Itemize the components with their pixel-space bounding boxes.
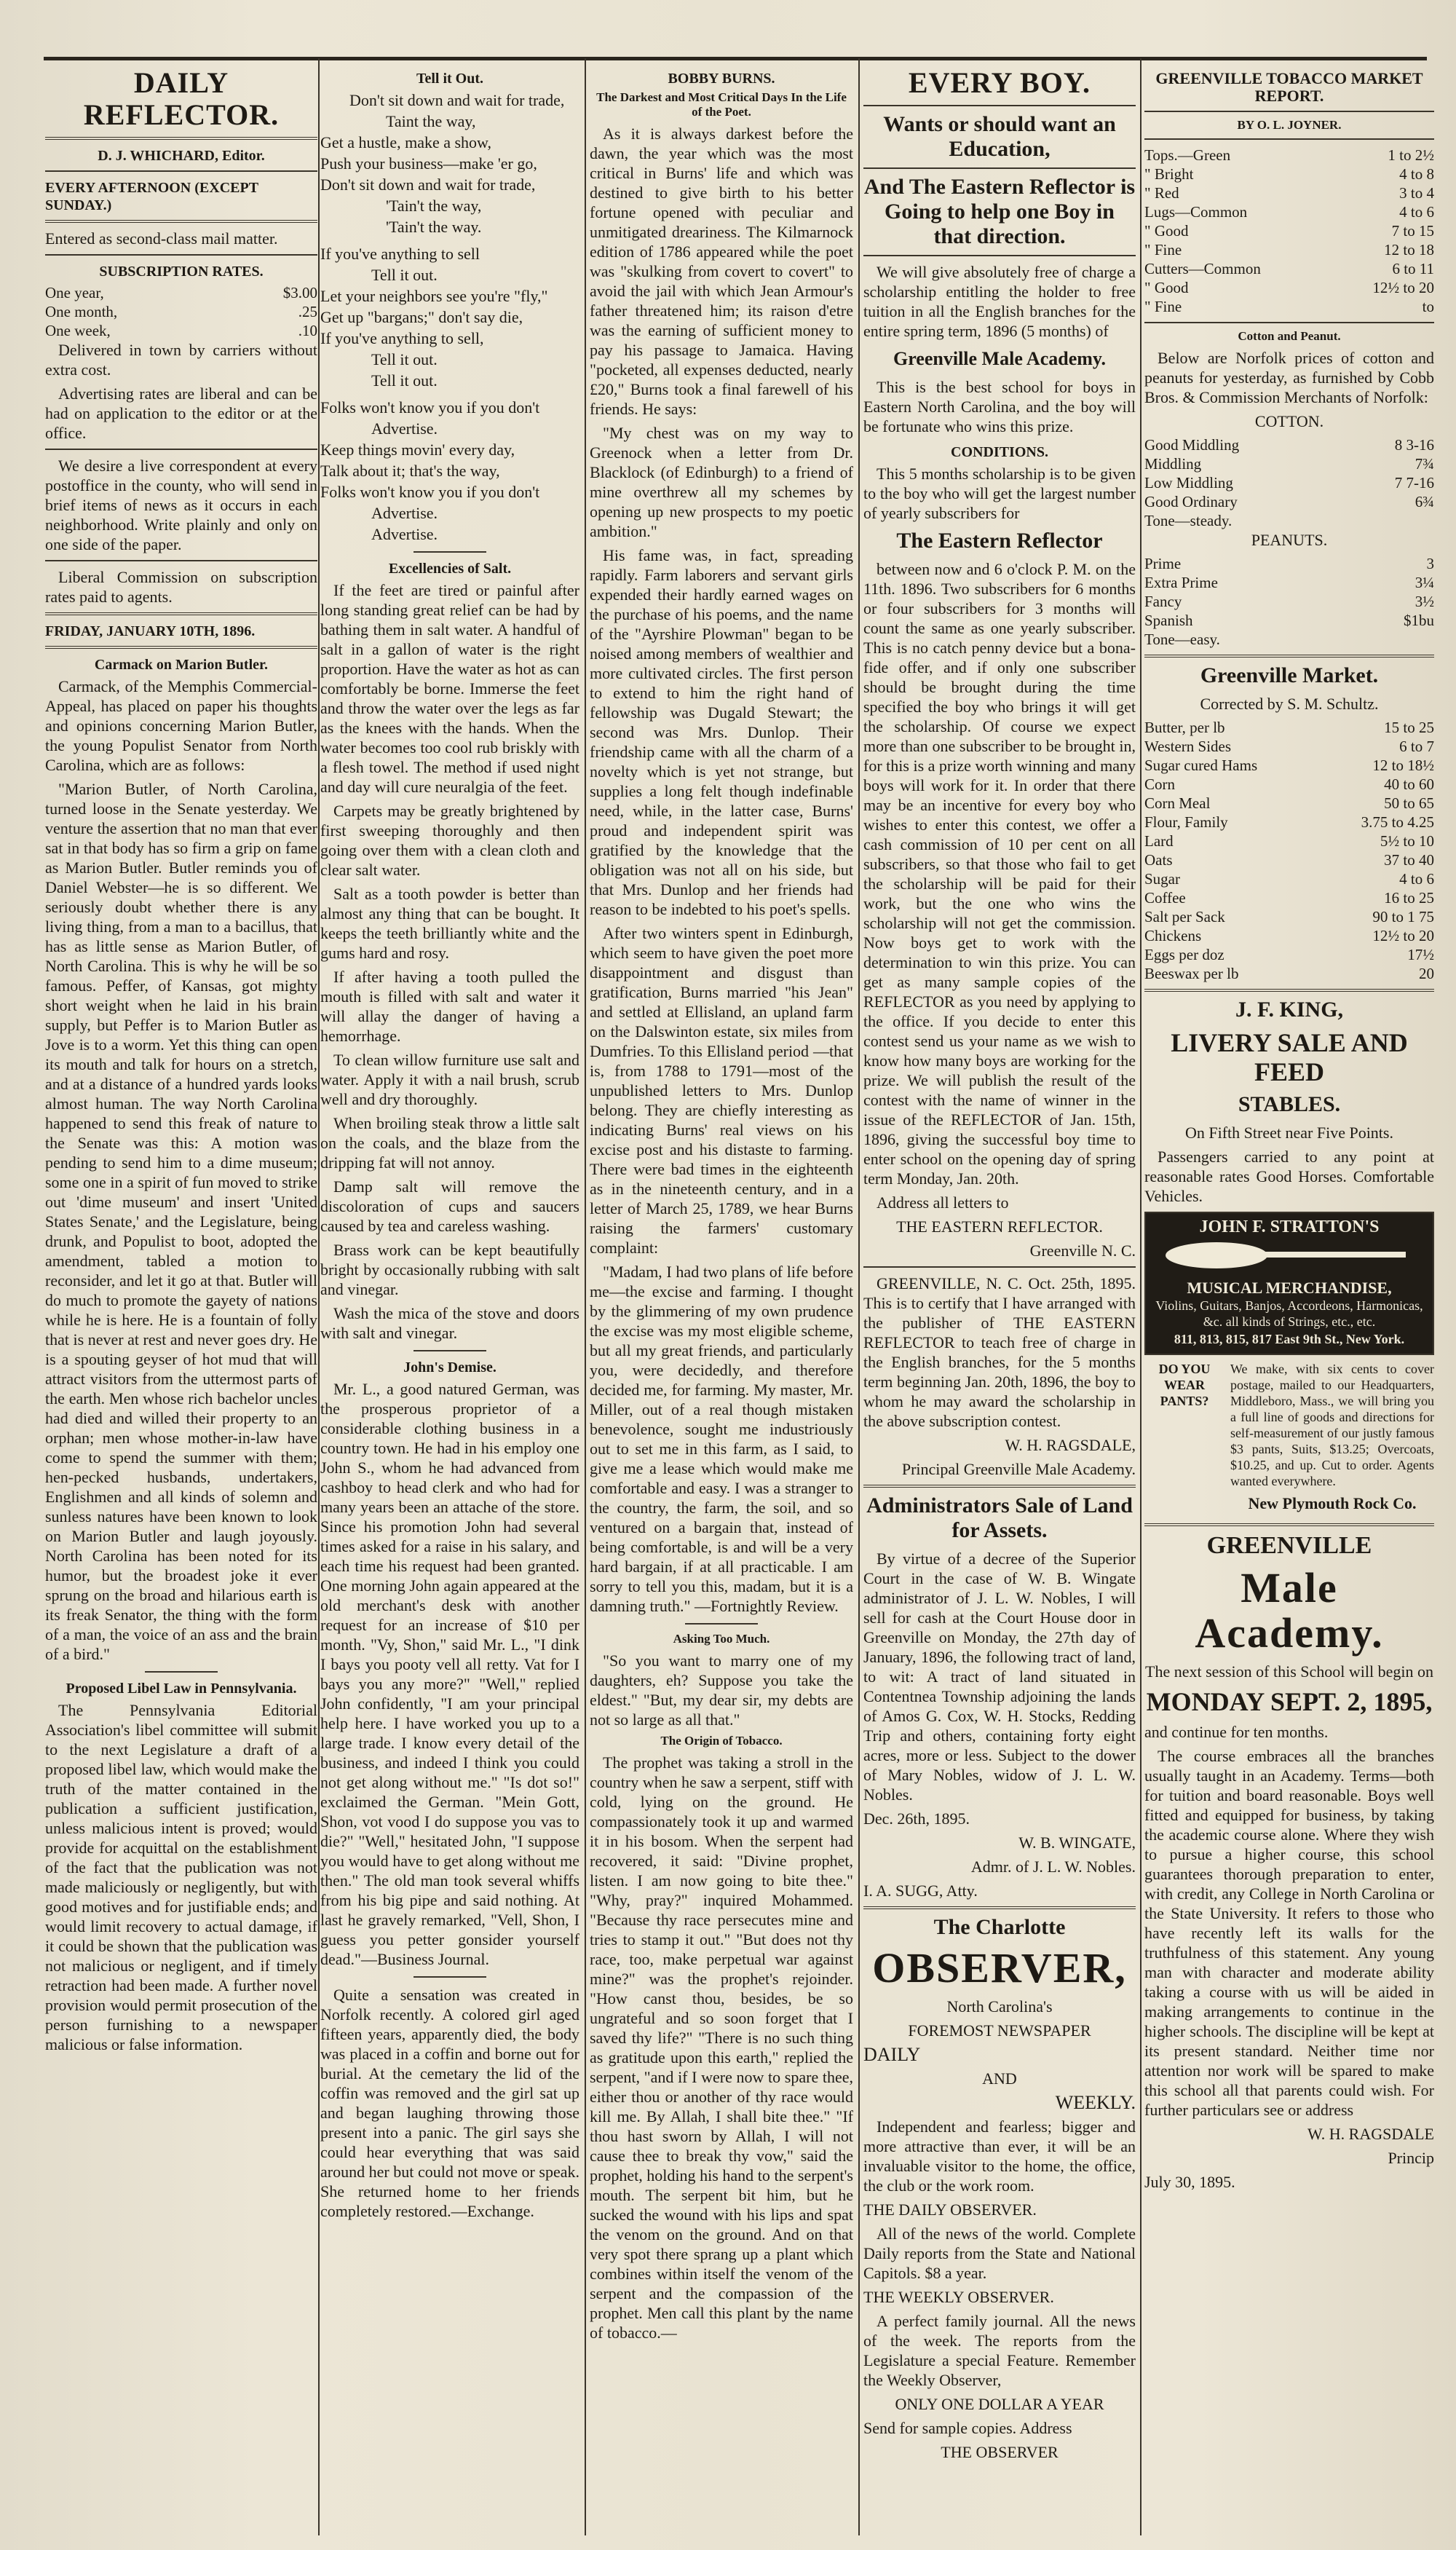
price-row: Tone—steady.	[1144, 512, 1233, 529]
cotton-note: Below are Norfolk prices of cotton and peanuts for yesterday, as furnished by Cobb Bros. & Commission Merchants of Norfolk:	[1144, 349, 1434, 406]
price-row: Butter, per lb 15 to 25	[1144, 719, 1434, 736]
masthead: DAILY REFLECTOR.	[83, 66, 280, 131]
article-paragraph: When broiling steak throw a little salt on the coals, and the blaze from the dripping fat will not annoy.	[320, 1114, 579, 1172]
article-paragraph: Carmack, of the Memphis Commercial-Appeal, has placed on paper his thoughts and opinions concerning Marion Butler, the young Populist Senator from North Carolina, which are as follows:	[45, 677, 317, 774]
column-rule	[318, 58, 320, 2535]
ad-headline: Wants or should want an Education,	[883, 112, 1116, 161]
price-row: Good Middling 8 3-16	[1144, 436, 1434, 454]
price-row: " Red 3 to 4	[1144, 184, 1434, 202]
pants-ad: DO YOU WEAR PANTS? We make, with six cents to cover postage, mailed to our Headquarters, Middleboro, Mass., we will bring you a full line of goods and directions for self-measurement of our justly famous $3 pants, Suits, $13.25; Overcoats, $10.25, and up. Cut to order. Agents wanted everywhere. New Plymouth Rock Co.	[1144, 1361, 1434, 1517]
poem: Don't sit down and wait for trade, Taint the way, Get a hustle, make a show, Push your business—make 'er go, Don't sit down and wait for trade, 'Tain't the way, 'Tain't the way. If you've anything to sell Tell it out. Let your neighbors see you're "fly," Get up "bargans;" don't say die, If you've anything to sell, Tell it out. Tell it out. Folks won't know you if you don't Advertise. Keep things movin' every day, Talk about it; that's the way, Folks won't know you if you don't Advertise. Advertise.	[320, 91, 565, 543]
price-row: " Bright 4 to 8	[1144, 165, 1434, 183]
top-rule	[44, 57, 1427, 60]
editor-line: D. J. WHICHARD, Editor.	[98, 148, 265, 164]
article-paragraph: His fame was, in fact, spreading rapidly. Farm laborers and servant girls expended their hardly earned wages on the purchase of his poems, and the name of the "Ayrshire Plowman" began to be noised among members of wealthier and more cultivated circles. The first person to extend to him the right hand of fellowship was Dugald Stewart; the second was Mrs. Dunlop. Their friendship came with all the charm of a novelty which is yet not strange, but supplies a long felt though indefinable need, while, in the latter case, Burns' proud and independent spirit was gratified by the knowledge that the obligation was not all on his side, but that Mrs. Dunlop and her friends had reason to be indebted to his poet's spells.	[590, 546, 853, 918]
price-row: Fancy 3½	[1144, 593, 1434, 610]
ad-heading: EVERY BOY.	[908, 66, 1091, 99]
conditions-heading: CONDITIONS.	[951, 444, 1048, 460]
ad-text: Address all letters to	[877, 1193, 1009, 1212]
price-row: Corn Meal 50 to 65	[1144, 794, 1434, 812]
article-paragraph: "So you want to marry one of my daughters, eh? Suppose you take the eldest." "But, my dear sir, my debts are not so large as all that."	[590, 1651, 853, 1729]
article-paragraph: Damp salt will remove the discoloration of cups and saucers caused by tea and careless washing.	[320, 1177, 579, 1235]
article-heading: John's Demise.	[403, 1359, 496, 1375]
ad-text: Independent and fearless; bigger and more attractive than ever, it will be an invaluable visitor to the home, the office, the club or the work room.	[863, 2117, 1136, 2195]
column-4: EVERY BOY. Wants or should want an Education, And The Eastern Reflector is Going to help one Boy in that direction. We will give absolutely free of charge a scholarship entitling the holder to free tuition in all the English branches for the entire spring term, 1896 (5 months) of Greenville Male Academy. This is the best school for boys in Eastern North Carolina, and the boy will be fortunate who wins this prize. CONDITIONS. This 5 months scholarship is to be given to the boy who will get the largest number of yearly subscribers for The Eastern Reflector between now and 6 o'clock P. M. on the 11th. 1896. Two subscribers for 6 months or four subscribers for 3 months will count the same as one yearly subscriber. This is no catch penny device but a bona-fide offer, and if only one subscriber should be brought during the time specified the boy who brings it will get the scholarship. Of course we expect more than one subscriber to be brought in, for this is a prize worth winning and many boys will work for it. In order that there may be an incentive for every boy who wishes to enter this contest, we offer a cash commission of 10 per cent on all subscribers, so that those who fail to get the scholarship will be paid for their work, but the one who wins the scholarship will not get the commission. Now boys get to work with the determination to win this prize. You can get as many sample copies of the REFLECTOR as you need by applying to the office. If you decide to enter this contest send us your name as we wish to know how many boys are working for the prize. We will publish the result of the contest with the name of winner in the issue of the REFLECTOR of Jan. 15th, 1896, giving the successful boy time to enter school on the opening day of spring term Monday, Jan. 20th. Address all letters to THE EASTERN REFLECTOR. Greenville N. C. GREENVILLE, N. C. Oct. 25th, 1895. This is to certify that I have arranged with the publisher of THE EASTERN REFLECTOR to teach free of charge in the English branches, for the 5 months term beginning Jan. 20th, 1896, the boy to whom he may award the scholarship in the above subscription contest. W. H. RAGSDALE, Principal Greenville Male Academy. Administrators Sale of Land for Assets. By virtue of a decree of the Superior Court in the case of W. B. Wingate administrator of J. L. W. Nobles, I will sell for cash at the Court House door in Greenville on Monday, the 27th day of January, 1896, the following tract of land, to wit: A tract of land situated in Contentnea Township adjoining the lands of Amos G. Cox, W. H. Stocks, Redding Trip and others, containing forty eight acres, more or less. Subject to the dower of Mary Nobles, widow of J. L. W. Nobles. Dec. 26th, 1895. W. B. WINGATE, Admr. of J. L. W. Nobles. I. A. SUGG, Atty. The Charlotte OBSERVER, North Carolina's FOREMOST NEWSPAPER DAILY AND WEEKLY. Independent and fearless; bigger and more attractive than ever, it will be an invaluable visitor to the home, the office, the club or the work room. THE DAILY OBSERVER. All of the news of the world. Complete Daily reports from the State and National Capitols. $8 a year. THE WEEKLY OBSERVER. A perfect family journal. All the news of the week. The reports from the Legislature a special Feature. Remember the Weekly Observer, ONLY ONE DOLLAR A YEAR Send for sample copies. Address THE OBSERVER	[863, 66, 1136, 2461]
article-subheading: The Darkest and Most Critical Days In the Life of the Poet.	[596, 90, 847, 119]
divider	[45, 220, 317, 223]
divider	[1144, 138, 1434, 140]
article-paragraph: Salt as a tooth powder is better than almost any thing that can be bought. It keeps the teeth brilliantly white and the gums hard and rosy.	[320, 885, 579, 962]
rates-heading: SUBSCRIPTION RATES.	[99, 264, 264, 280]
price-row: Tone—easy.	[1144, 631, 1220, 648]
divider	[1144, 322, 1434, 323]
price-row: Salt per Sack 90 to 1 75	[1144, 908, 1434, 925]
price-row: Beeswax per lb 20	[1144, 965, 1434, 982]
article-paragraph: Quite a sensation was created in Norfolk recently. A colored girl aged fifteen years, apparently died, the body was placed in a coffin and borne out for burial. At the cemetary the lid of the coffin was removed and the girl sat up and began laughing throwing those present into a panic. The girl says she could hear everything that was said around her but could not move or speak. She returned home to her friends completely restored.—Exchange.	[320, 1986, 579, 2220]
price-row: Flour, Family 3.75 to 4.25	[1144, 813, 1434, 831]
price-row: Extra Prime 3¼	[1144, 574, 1434, 591]
correspondent-notice: We desire a live correspondent at every postoffice in the county, who will send in brief items of news as it occurs in each neighborhood. Write plainly and only on one side of the paper.	[45, 457, 317, 553]
ad-text: GREENVILLE, N. C. Oct. 25th, 1895. This is to certify that I have arranged with the publisher of THE EASTERN REFLECTOR to teach free of charge in the English branches, for the 5 months term beginning Jan. 20th, 1896, the boy to whom he may award the scholarship in the above subscription contest.	[863, 1274, 1136, 1430]
article-paragraph: Mr. L., a good natured German, was the prosperous proprietor of a considerable clothing business in a country town. He had in his employ one John S., whom he had advanced from cashboy to head clerk and who had for many years been an attache of the store. Since his promotion John had several times asked for a raise in his salary, and each time his request had been granted. One morning John again appeared at the old merchant's desk with another request for an increase of $10 per month. "Vy, Shon," said Mr. L., "I dink I bays you pooty vell all retty. Vat for I bays you any more?" "Well," replied John confidently, "I am your principal help here. I have worked you up to a large trade. I know every detail of the business, and indeed I think you could not get along without me." "Is dot so!" exclaimed the German. "Mein Gott, Shon, vot vood I do suppose you vas to die?" "Well," hesitated John, "I suppose you would have to get along without me then." The old man took several whiffs from his big pipe and said nothing. At last he gravely remarked, "Vell, Shon, I guess you petter gonsider yourself dead."—Business Journal.	[320, 1380, 579, 1968]
article-paragraph: Wash the mica of the stove and doors with salt and vinegar.	[320, 1304, 579, 1342]
price-row: " Fine 12 to 18	[1144, 241, 1434, 258]
column-2	[320, 63, 579, 2535]
divider	[863, 255, 1136, 256]
divider	[145, 1671, 218, 1673]
ad-headline: Administrators Sale of Land for Assets.	[866, 1493, 1133, 1542]
price-row: " Good 7 to 15	[1144, 222, 1434, 240]
academy-name: Greenville Male Academy.	[893, 348, 1106, 369]
article-heading: The Origin of Tobacco.	[660, 1734, 783, 1748]
livery-owner: J. F. KING,	[1235, 998, 1344, 1022]
divider	[1144, 111, 1434, 112]
article-paragraph: "Marion Butler, of North Carolina, turned loose in the Senate yesterday. We venture the assertion that no man that ever sat in that body has so firm a grip on fame as Marion Butler. Butler reminds you of Daniel Webster—he is so different. We seriously doubt whether there is any living thing, from a man to a bacillus, that has as little sense as Marion Butler, of North Carolina. This is why he will be so famous. Peffer, of Kansas, got mighty short weight when he laid in his brain supply, but Peffer is to Marion Butler as Jove is to a worm. Yet this thing can open its mouth and talk for hours on a stretch, and at a distance of a hundred yards looks almost human. The way North Carolina happened to send this freak of nature to the Senate was this: A motion was pending to send him to a dime museum; some one in a spirit of fun moved to strike out 'dime museum' and insert 'United States Senate,' and the Legislature, being drunk, and Populist to boot, adopted the amendment, tabled a motion to reconsider, and let it go at that. Butler will do much to promote the gayety of nations while he is here. He is a fountain of folly that is never at rest and never goes dry. He is a spouting geyser of hot mud that will attract visitors from the uttermost parts of the earth. Men whose rich bachelor uncles had died and willed their property to an orphan; men whose mother-in-law have come to spend the summer with them; hen-pecked husbands, undertakers, Englishmen and all kinds of solemn and sunless natures have been known to look on Marion Butler and laugh joyously. North Carolina has been noted for its humor, but the broadest joke it ever sprung on the broad and hilarious earth is its freak Senator, the thing with the form of a man, the voice of an ass and the brain of a bird."	[45, 780, 317, 1663]
issue-date: FRIDAY, JANUARY 10TH, 1896.	[45, 623, 256, 639]
price-row: Spanish $1bu	[1144, 612, 1434, 629]
poem-heading: Tell it Out.	[416, 71, 484, 87]
rate-row: One year, $3.00	[45, 284, 317, 301]
price-row: Middling 7¾	[1144, 455, 1434, 473]
price-row: Corn 40 to 60	[1144, 775, 1434, 793]
stratton-ad: JOHN F. STRATTON'S MUSICAL MERCHANDISE, Violins, Guitars, Banjos, Accordeons, Harmonicas, &c. all kinds of Strings, etc., etc. 811, 813, 815, 817 East 9th St., New York.	[1144, 1212, 1434, 1355]
price-row: Sugar cured Hams 12 to 18½	[1144, 757, 1434, 774]
ad-headline: The Charlotte	[933, 1915, 1066, 1939]
divider	[45, 612, 317, 615]
ad-text: By virtue of a decree of the Superior Court in the case of W. B. Wingate administrator of J. L. W. Nobles, I will sell for cash at the Court House door in Greenville on Monday, the 27th day of January, 1896, the following tract of land, to wit: A tract of land situated in Contentnea Township adjoining the lands of Amos G. Cox, W. H. Stocks, Redding Trip and others, containing forty eight acres, more or less. Subject to the dower of Mary Nobles, widow of J. L. W. Nobles.	[863, 1550, 1136, 1804]
ad-headline: And The Eastern Reflector is Going to help one Boy in that direction.	[863, 175, 1136, 248]
divider	[45, 646, 317, 649]
paper-name: The Eastern Reflector	[896, 529, 1103, 553]
divider	[1144, 655, 1434, 658]
column-1	[45, 63, 317, 2535]
divider	[863, 1906, 1136, 1909]
observer-title: OBSERVER,	[872, 1944, 1127, 1992]
divider	[45, 170, 317, 172]
session-date: MONDAY SEPT. 2, 1895,	[1146, 1687, 1433, 1716]
price-row: Eggs per doz 17½	[1144, 946, 1434, 963]
article-paragraph: If after having a tooth pulled the mouth is filled with salt and water it will allay the danger of having a hemorrhage.	[320, 968, 579, 1045]
column-3	[590, 63, 853, 2535]
column-rule	[858, 58, 860, 2535]
academy-name: Male Academy.	[1195, 1564, 1384, 1657]
price-row: " Good 12½ to 20	[1144, 279, 1434, 296]
article-paragraph: Brass work can be kept beautifully bright by occasionally rubbing with salt and vinegar.	[320, 1241, 579, 1298]
column-rule	[1140, 58, 1142, 2535]
delivery-notice: Delivered in town by carriers without extra cost.	[45, 341, 317, 379]
article-paragraph: "Madam, I had two plans of life before me—the excise and farming. I thought by the glimmering of my own prudence the excise was my most eligible scheme, but all my great friends, and particularly you, were decidedly, and therefore decided me, for farming. My master, Mr. Miller, out of a real though mistaken benevolence, sought me industriously out to set me in this farm, as I said, to give me a lease which would make me comfortable and easy. I was a stranger to the country, the farm, the soil, and so ventured on a bargain that, instead of being comfortable, is and will be a very hard bargain, if at all practicable. I am sorry to tell you this, madam, but it is a damning truth." —Fortnightly Review.	[590, 1263, 853, 1615]
price-row: Lard 5½ to 10	[1144, 832, 1434, 850]
divider	[414, 551, 486, 553]
schedule-line: EVERY AFTERNOON (EXCEPT SUNDAY.)	[45, 180, 258, 213]
price-row: Low Middling 7 7-16	[1144, 474, 1434, 492]
ad-text: between now and 6 o'clock P. M. on the 11th. 1896. Two subscribers for 6 months or four subscribers for 3 months will count the same as one yearly subscriber. This is no catch penny device but a bona-fide offer, and if only one subscriber should be brought during the time specified the boy who brings it will get the scholarship. Of course we expect more than one subscriber to be brought in, for this is a prize worth winning and many boys will work for it. In order that there may be an incentive for every boy who wishes to enter this contest, we offer a cash commission of 10 per cent on all subscribers, so that those who fail to get the scholarship will be paid for their work, but the one who wins the scholarship will not get the commission. Now boys get to work with the determination to win this prize. You can get as many sample copies of the REFLECTOR as you need by applying to the office. If you decide to enter this contest send us your name as we wish to know how many boys are working for the prize. We will publish the result of the contest with the name of winner in the issue of the REFLECTOR of Jan. 15th, 1896, giving the successful boy time to enter school on the opening day of spring term Monday, Jan. 20th.	[863, 560, 1136, 1188]
price-row: Good Ordinary 6¾	[1144, 493, 1434, 510]
divider	[863, 1266, 1136, 1268]
article-paragraph: As it is always darkest before the dawn, the year which was the most critical in Burns' life and which was destined to give birth to his better fortune opened with peculiar and unmitigated dreariness. The Kilmarnock edition of 1786 appeared while the poet was "skulking from covert to covert" to avoid the jail with which Jean Armour's father threatened him; its raison d'etre was the earning of sufficient money to pay his passage to Jamaica. Having "pocketed, all expenses deducted, nearly £20," Burns took a final farewell of his friends. He says:	[590, 125, 853, 418]
divider	[1144, 989, 1434, 992]
market-heading: GREENVILLE TOBACCO MARKET REPORT.	[1155, 69, 1423, 105]
price-row: Cutters—Common 6 to 11	[1144, 260, 1434, 277]
rate-row: One week, .10	[45, 322, 317, 339]
divider	[685, 1623, 758, 1625]
entered-notice: Entered as second-class mail matter.	[45, 229, 278, 248]
rate-row: One month, .25	[45, 303, 317, 320]
article-paragraph: After two winters spent in Edinburgh, which seem to have given the poet more disappointment and disgust than gratification, Burns married "his Jean" and settled at Ellisland, an upland farm on the Dalswinton estate, six miles from Dumfries. To this Ellisland period —that is, from 1788 to 1791—most of the unpublished letters to Mrs. Dunlop belong. They are chiefly interesting as indicating Burns' real views on his excise post and his distaste to farming. There were bad times in the eighteenth as in the nineteenth century, and in a letter of March 25, 1789, we hear Burns raising the farmers' customary complaint:	[590, 924, 853, 1257]
price-row: Tops.—Green 1 to 2½	[1144, 146, 1434, 164]
divider	[414, 1976, 486, 1978]
divider	[863, 1485, 1136, 1488]
advertising-notice: Advertising rates are liberal and can be had on application to the editor or at the office.	[45, 384, 317, 442]
article-paragraph: To clean willow furniture use salt and water. Apply it with a nail brush, scrub well and dry thoroughly.	[320, 1051, 579, 1108]
article-paragraph: If the feet are tired or painful after long standing great relief can be had by bathing them in salt water. A handful of salt in a gallon of water is the right proportion. Have the water as hot as can comfortably be borne. Immerse the feet and throw the water over the legs as far as the knees with the hands. When the water becomes too cool rub briskly with a flesh towel. The method if used night and day will cure neuralgia of the feet.	[320, 581, 579, 796]
violin-icon	[1158, 1237, 1420, 1274]
article-paragraph: "My chest was on my way to Greenock when a letter from Dr. Blacklock (of Edinburgh) to a friend of mine overthrew all my schemes by opening up new prospects to my poetic ambition."	[590, 424, 853, 540]
divider	[45, 137, 317, 140]
price-row: Lugs—Common 4 to 6	[1144, 203, 1434, 221]
divider	[45, 560, 317, 561]
article-heading: Carmack on Marion Butler.	[94, 657, 269, 673]
pants-ad-label: DO YOU WEAR PANTS?	[1158, 1362, 1211, 1408]
column-5: GREENVILLE TOBACCO MARKET REPORT. BY O. L. JOYNER. Tops.—Green 1 to 2½ " Bright 4 to 8 " Red 3 to 4 Lugs—Common 4 to 6 " Good 7 to 15 " Fine 12 to 18 Cutters—Common 6 to 11 " Good 12½ to 20 " Fine to Cotton and Peanut. Below are Norfolk prices of cotton and peanuts for yesterday, as furnished by Cobb Bros. & Commission Merchants of Norfolk: COTTON. Good Middling 8 3-16 Middling 7¾ Low Middling 7 7-16 Good Ordinary 6¾ Tone—steady. PEANUTS. Prime 3 Extra Prime 3¼ Fancy 3½ Spanish $1bu Tone—easy. Greenville Market. Corrected by S. M. Schultz. Butter, per lb 15 to 25 Western Sides 6 to 7 Sugar cured Hams 12 to 18½ Corn 40 to 60 Corn Meal 50 to 65 Flour, Family 3.75 to 4.25 Lard 5½ to 10 Oats 37 to 40 Sugar 4 to 6 Coffee 16 to 25 Salt per Sack 90 to 1 75 Chickens 12½ to 20 Eggs per doz 17½ Beeswax per lb 20 J. F. KING, LIVERY SALE AND FEED STABLES. On Fifth Street near Five Points. Passengers carried to any point at reasonable rates Good Horses. Comfortable Vehicles. JOHN F. STRATTON'S MUSICAL MERCHANDISE, Violins, Guitars, Banjos, Accordeons, Harmonicas, &c. all kinds of Strings, etc., etc. 811, 813, 815, 817 East 9th St., New York. DO YOU WEAR PANTS? We make, with six cents to cover postage, mailed to our Headquarters, Middleboro, Mass., we will bring you a full line of goods and directions for self-measurement of our justly famous $3 pants, Suits, $13.25; Overcoats, $10.25, and up. Cut to order. Agents wanted everywhere. New Plymouth Rock Co. GREENVILLE Male Academy. The next session of this School will begin on MONDAY SEPT. 2, 1895, and continue for ten months. The course embraces all the branches usually taught in an Academy. Terms—both for tuition and board reasonable. Boys well fitted and equipped for business, by taking the academic course alone. Where they wish to pursue a higher course, this school guarantees thorough preparation to enter, with credit, any College in North Carolina or the State University. It refers to those who have recently left its walls for the truthfulness of this statement. Any young man with character and moderate ability taking a course with us will be aided in making arrangements to continue in the higher schools. The discipline will be kept at its present standard. Neither time nor attention nor work will be spared to make this school all that parents could wish. For further particulars see or address W. H. RAGSDALE Princip July 30, 1895.	[1144, 69, 1434, 2191]
divider	[1144, 1523, 1434, 1526]
price-row: Chickens 12½ to 20	[1144, 927, 1434, 944]
article-heading: Asking Too Much.	[673, 1632, 770, 1646]
price-row: Coffee 16 to 25	[1144, 889, 1434, 907]
livery-title: LIVERY SALE AND FEED	[1171, 1028, 1408, 1086]
price-row: " Fine to	[1144, 298, 1434, 315]
divider	[45, 254, 317, 256]
market-heading: Greenville Market.	[1200, 663, 1379, 687]
divider	[863, 105, 1136, 106]
price-row: Western Sides 6 to 7	[1144, 738, 1434, 755]
article-paragraph: The Pennsylvania Editorial Association's libel committee will submit to the next Legislature a draft of a proposed libel law, which would make the truth of the matter contained in the publication a sufficient justification, unless malicious intent is proved; would provide for acquittal on the establishment of the fact that the publication was not made maliciously or negligently, but with good motives and for justifiable ends; and would limit recovery to actual damage, if it could be shown that the publication was not malicious or negligent, and if timely retraction had been made. A further novel provision would permit prosecution of the person furnishing to a newspaper malicious or false information.	[45, 1701, 317, 2053]
price-row: Prime 3	[1144, 555, 1434, 572]
divider	[863, 167, 1136, 169]
article-heading: BOBBY BURNS.	[668, 71, 775, 87]
article-heading: Proposed Libel Law in Pennsylvania.	[66, 1681, 297, 1697]
divider	[414, 1350, 486, 1351]
commission-notice: Liberal Commission on subscription rates paid to agents.	[45, 568, 317, 606]
price-row: Sugar 4 to 6	[1144, 870, 1434, 888]
ad-text: This 5 months scholarship is to be given to the boy who will get the largest number of yearly subscribers for	[863, 465, 1136, 522]
article-paragraph: Carpets may be greatly brightened by first sweeping thoroughly and then going over them with a clean cloth and clear salt water.	[320, 802, 579, 879]
academy-title: GREENVILLE	[1206, 1532, 1372, 1559]
column-rule	[585, 58, 586, 2535]
article-heading: Excellencies of Salt.	[388, 561, 512, 577]
ad-text: We will give absolutely free of charge a scholarship entitling the holder to free tuition in all the English branches for the entire spring term, 1896 (5 months) of	[863, 263, 1136, 340]
article-paragraph: The prophet was taking a stroll in the country when he saw a serpent, stiff with cold, lying on the ground. He compassionately took it up and warmed it in his bosom. When the serpent had recovered, it said: "Divine prophet, listen. I am now going to bite thee." "Why, pray?" inquired Mohammed. "Because thy race persecutes mine and tries to stamp it out." "But does not thy race, too, make perpetual war against mine?" was the prophet's rejoinder. "How canst thou, besides, be so ungrateful and so soon forget that I saved thy life?" "There is no such thing as gratitude upon this earth," replied the serpent, "and if I were now to spare thee, either thou or another of thy race would kill me. By Allah, I shall bite thee." "If thou hast sworn by Allah, I will not cause thee to break thy vow," said the prophet, holding his hand to the serpent's mouth. The serpent bit him, but he sucked the wound with his lips and spat the venom on the ground. And on that very spot there sprang up a plant which combines within itself the venom of the serpent and the compassion of the prophet. Men call this plant by the name of tobacco.—	[590, 1753, 853, 2342]
ad-text: This is the best school for boys in Eastern North Carolina, and the boy will be fortunate who wins this prize.	[863, 378, 1136, 435]
divider	[45, 449, 317, 450]
market-byline: BY O. L. JOYNER.	[1237, 118, 1342, 132]
price-row: Oats 37 to 40	[1144, 851, 1434, 869]
cotton-heading: Cotton and Peanut.	[1238, 329, 1341, 343]
livery-stables: STABLES.	[1238, 1092, 1341, 1116]
